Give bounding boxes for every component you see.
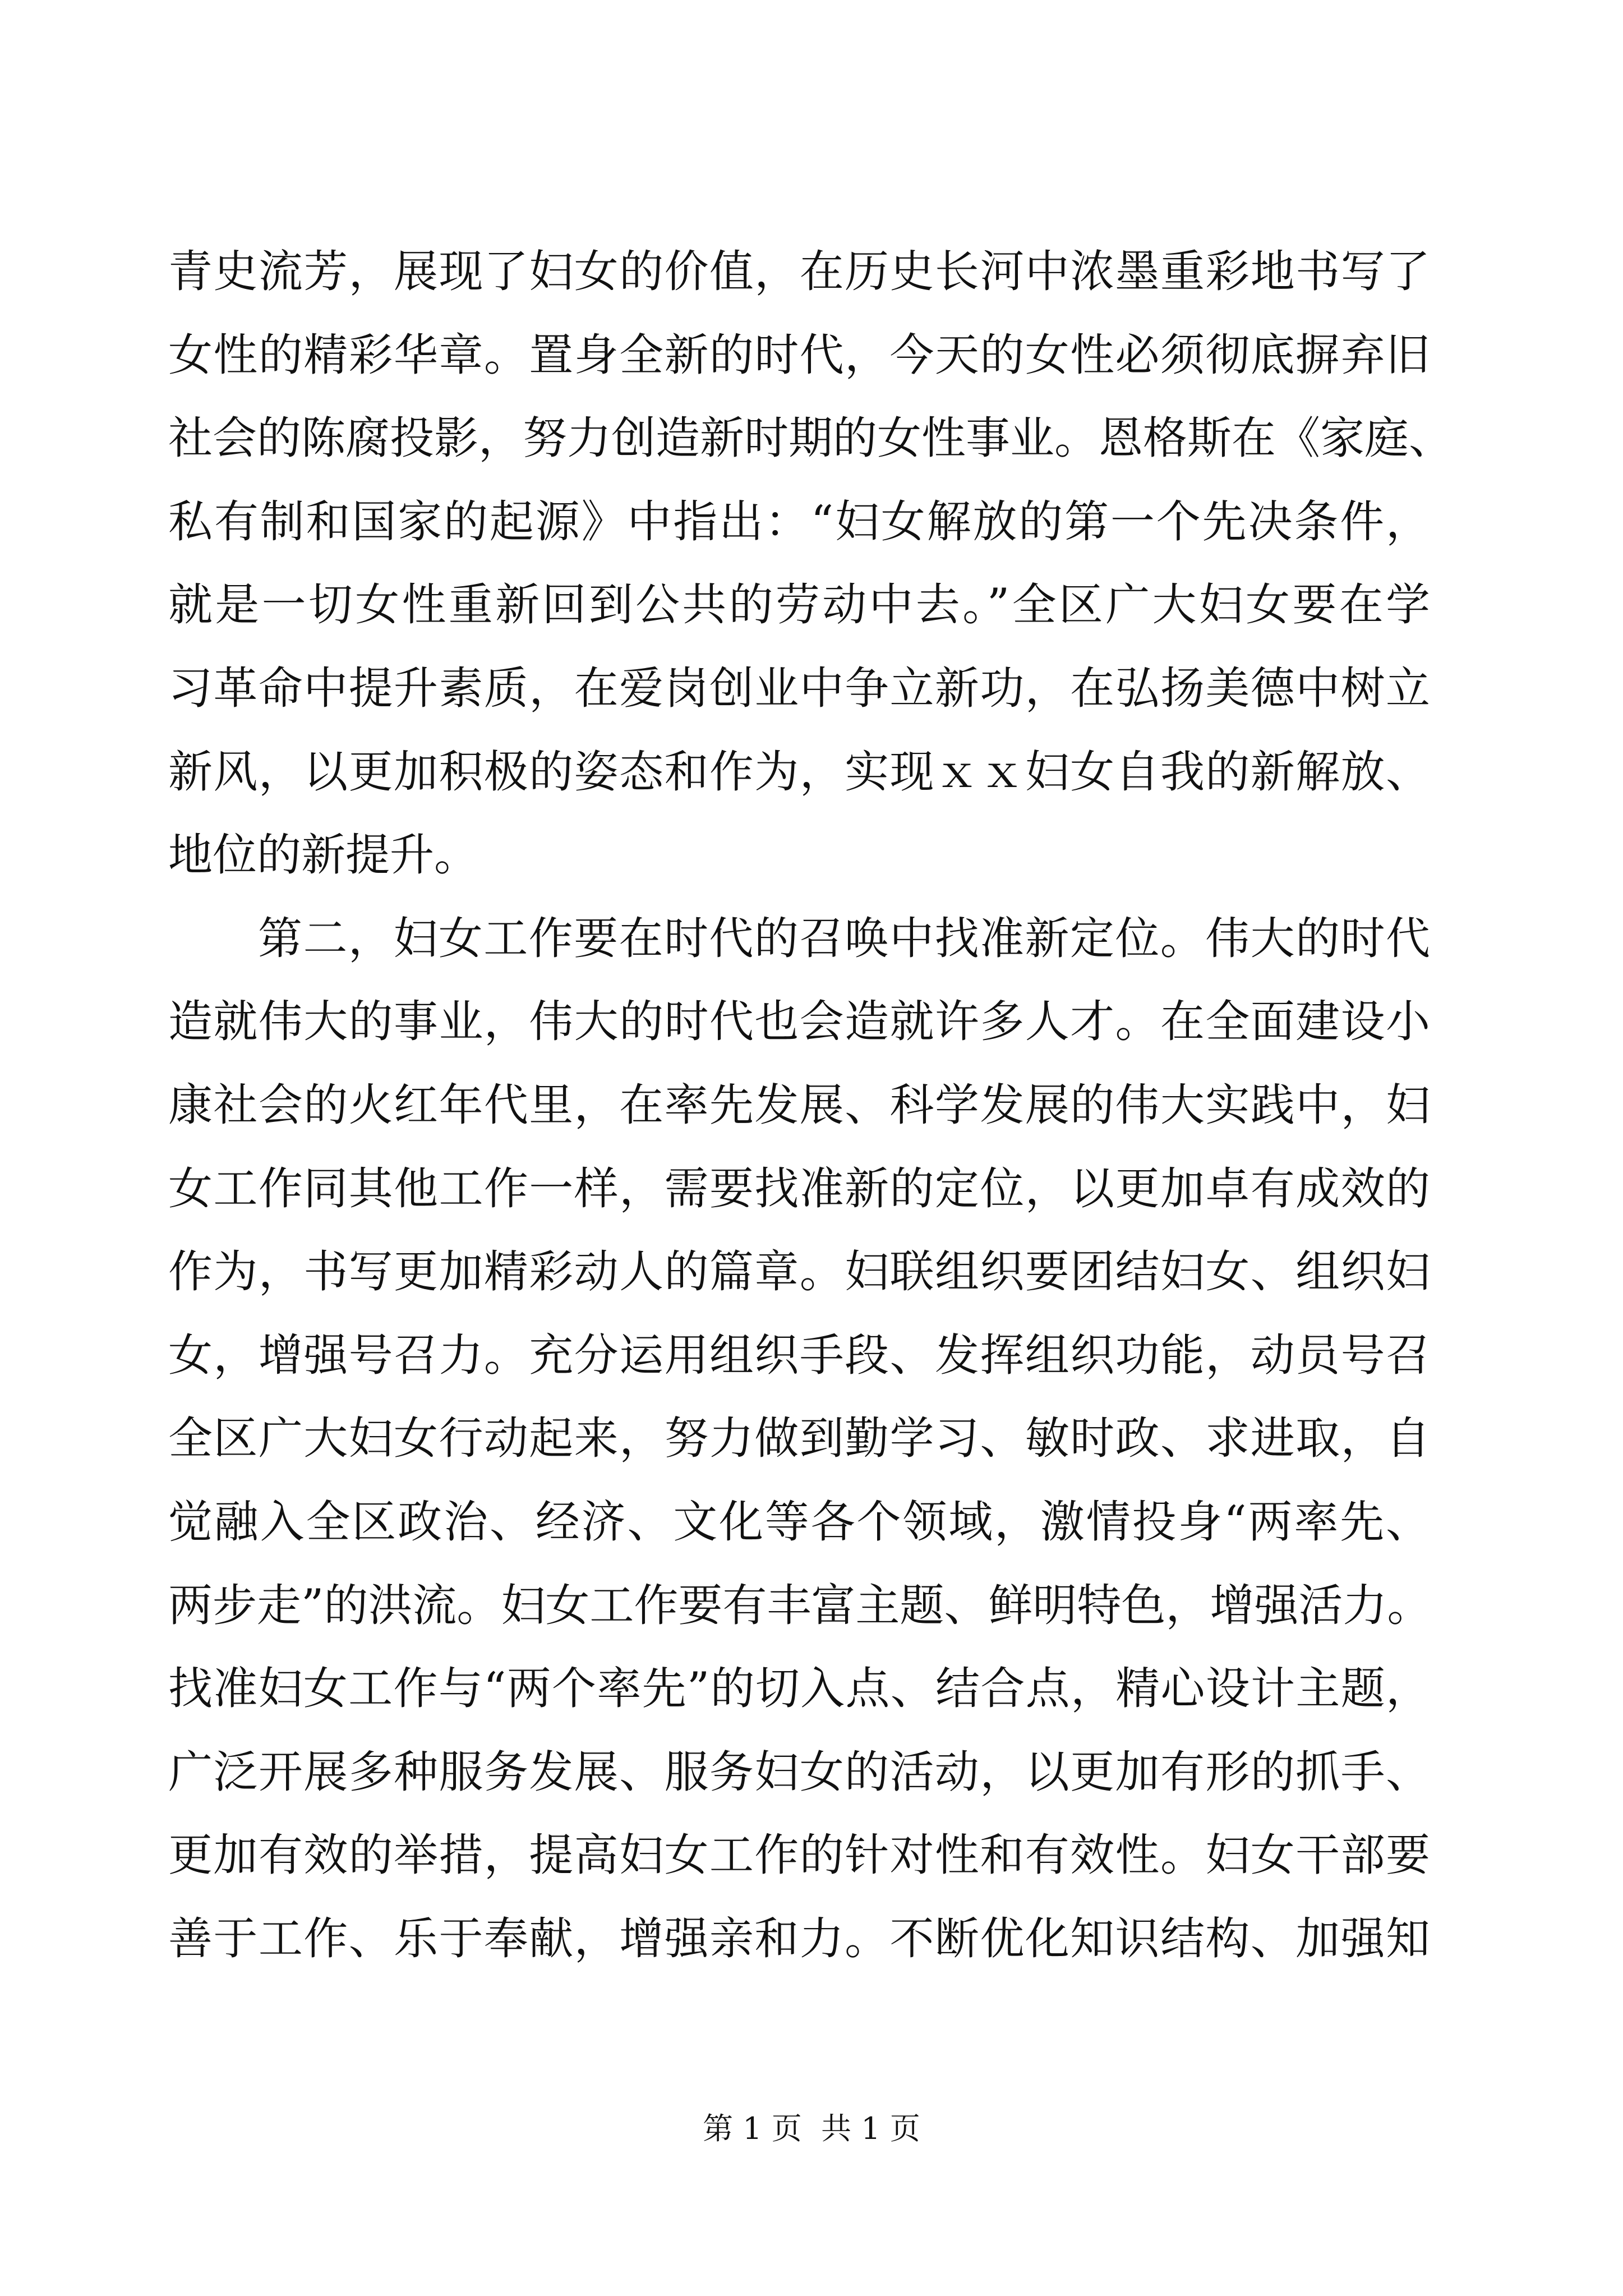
text-line-14: 女，增强号召力。充分运用组织手段、发挥组织功能，动员号召 xyxy=(168,1329,1430,1381)
body-text xyxy=(168,230,1453,1980)
text-line-4: 私有制和国家的起源》中指出：“妇女解放的第一个先决条件， xyxy=(168,495,1430,547)
text-line-12: 女工作同其他工作一样，需要找准新的定位，以更加卓有成效的 xyxy=(168,1162,1430,1214)
text-line-13: 作为，书写更加精彩动人的篇章。妇联组织要团结妇女、组织妇 xyxy=(168,1246,1430,1298)
text-line-2: 女性的精彩华章。置身全新的时代，今天的女性必须彻底摒弃旧 xyxy=(168,329,1430,381)
page-footer: 第 1 页 共 1 页 xyxy=(703,2111,920,2146)
text-line-10: 造就伟大的事业，伟大的时代也会造就许多人才。在全面建设小 xyxy=(168,996,1430,1048)
text-line-15: 全区广大妇女行动起来，努力做到勤学习、敏时政、求进取，自 xyxy=(168,1412,1430,1465)
text-line-8: 地位的新提升。 xyxy=(168,829,478,881)
text-line-5: 就是一切女性重新回到公共的劳动中去。”全区广大妇女要在学 xyxy=(168,579,1430,631)
text-line-9: 第二，妇女工作要在时代的召唤中找准新定位。伟大的时代 xyxy=(258,912,1430,964)
text-line-1: 青史流芳，展现了妇女的价值，在历史长河中浓墨重彩地书写了 xyxy=(168,246,1430,297)
text-line-21: 善于工作、乐于奉献，增强亲和力。不断优化知识结构、加强知 xyxy=(168,1912,1430,1964)
text-line-16: 觉融入全区政治、经济、文化等各个领域，激情投身“两率先、 xyxy=(168,1496,1430,1548)
text-line-18: 找准妇女工作与“两个率先”的切入点、结合点，精心设计主题， xyxy=(168,1663,1430,1715)
text-line-7: 新风，以更加积极的姿态和作为，实现ｘｘ妇女自我的新解放、 xyxy=(168,746,1430,798)
text-line-6: 习革命中提升素质，在爱岗创业中争立新功，在弘扬美德中树立 xyxy=(168,662,1430,714)
text-line-3: 社会的陈腐投影，努力创造新时期的女性事业。恩格斯在《家庭、 xyxy=(168,412,1453,464)
text-line-17: 两步走”的洪流。妇女工作要有丰富主题、鲜明特色，增强活力。 xyxy=(168,1579,1432,1631)
text-line-19: 广泛开展多种服务发展、服务妇女的活动，以更加有形的抓手、 xyxy=(168,1746,1430,1798)
text-line-20: 更加有效的举措，提高妇女工作的针对性和有效性。妇女干部要 xyxy=(168,1829,1430,1881)
text-line-11: 康社会的火红年代里，在率先发展、科学发展的伟大实践中，妇 xyxy=(168,1079,1430,1131)
